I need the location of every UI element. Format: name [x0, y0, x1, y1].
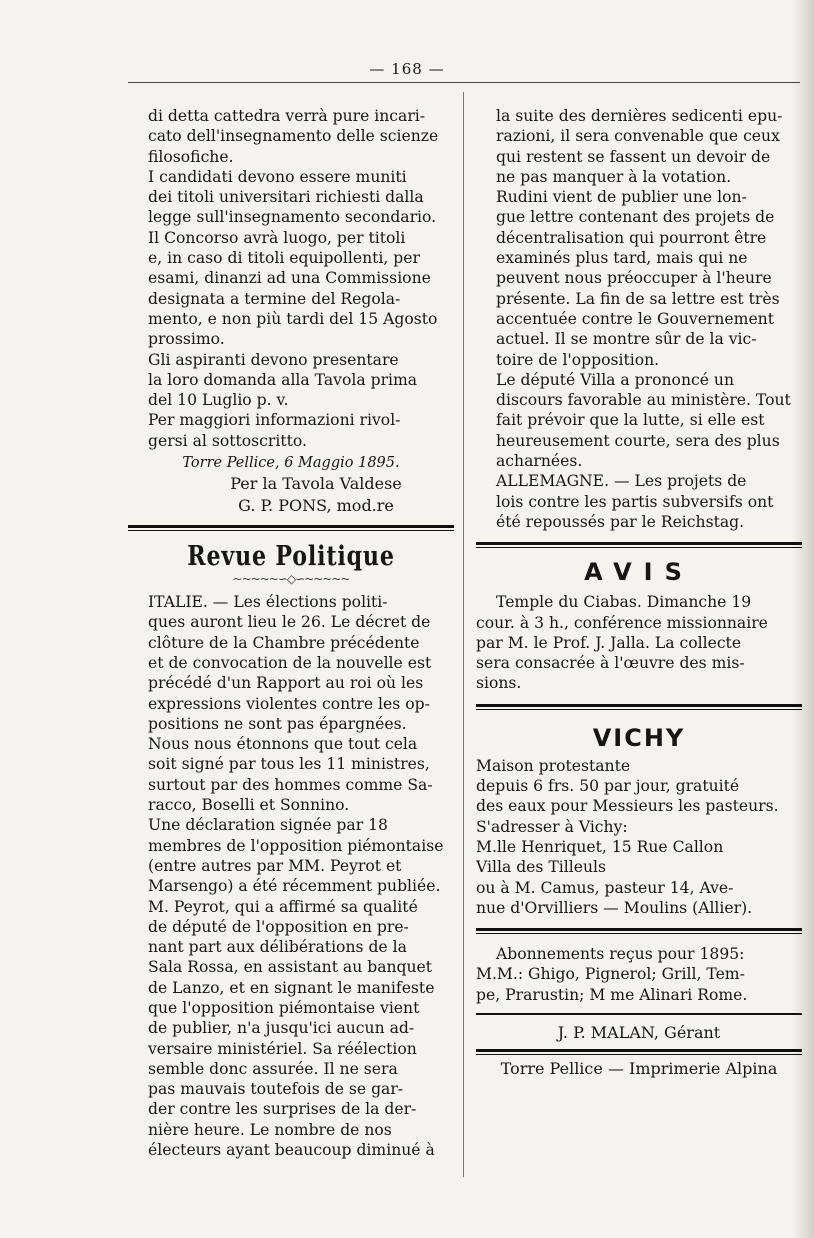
text-line: Per maggiori informazioni rivol-	[148, 411, 401, 430]
text-line: expressions violentes contre les op-	[148, 694, 430, 713]
text-line: actuel. Il se montre sûr de la vic-	[496, 330, 757, 349]
text-line: I candidati devono essere muniti	[148, 167, 407, 186]
text-line: gue lettre contenant des projets de	[496, 208, 775, 227]
text-line: Gli aspiranti devono presentare	[148, 350, 399, 369]
text-line: ques auront lieu le 26. Le décret de	[148, 613, 431, 632]
text-line: designata a termine del Regola-	[148, 289, 401, 308]
text-line: ITALIE. — Les élections politi-	[148, 593, 388, 612]
text-line: membres de l'opposition piémontaise	[148, 836, 444, 855]
text-line: décentralisation qui pourront être	[496, 228, 767, 247]
text-line: M. Peyrot, qui a affirmé sa qualité	[148, 897, 418, 916]
vichy-line: M.lle Henriquet, 15 Rue Callon	[476, 837, 724, 856]
text-line: de député de l'opposition en pre-	[148, 917, 409, 936]
revue-paragraph	[476, 370, 802, 471]
text-line: été repoussés par le Reichstag.	[496, 512, 745, 531]
notice-paragraph	[128, 410, 454, 451]
text-line: soit signé par tous les 11 ministres,	[148, 755, 430, 774]
text-line: der contre les surprises de la der-	[148, 1100, 417, 1119]
text-line: de publier, n'a jusqu'ici aucun ad-	[148, 1019, 415, 1038]
avis-line: sera consacrée à l'œuvre des mis-	[476, 654, 745, 673]
avis-line: Temple du Ciabas. Dimanche 19	[496, 593, 752, 612]
text-line: accentuée contre le Gouvernement	[496, 309, 774, 328]
text-line: mento, e non più tardi del 15 Agosto	[148, 309, 438, 328]
concorso-notice	[128, 106, 454, 451]
notice-paragraph	[128, 350, 454, 411]
text-line: prossimo.	[148, 330, 225, 349]
text-line: et de convocation de la nouvelle est	[148, 653, 432, 672]
ornament-divider: ~~~~~∽◇∽~~~~~	[232, 572, 350, 587]
vichy-rule	[476, 704, 802, 710]
text-line: peuvent nous préoccuper à l'heure	[496, 269, 772, 288]
text-line: Une déclaration signée par 18	[148, 816, 388, 835]
text-line: ne pas manquer à la votation.	[496, 167, 732, 186]
avis-body	[476, 592, 802, 693]
text-line: lois contre les partis subversifs ont	[496, 492, 774, 511]
text-line: e, in caso di titoli equipollenti, per	[148, 249, 420, 268]
section-rule-thick	[128, 525, 454, 528]
text-line: surtout par des hommes comme Sa-	[148, 775, 433, 794]
notice-paragraph	[128, 167, 454, 228]
text-line: del 10 Luglio p. v.	[148, 391, 289, 410]
vichy-title: VICHY	[592, 723, 686, 752]
vichy-line: Maison protestante	[476, 756, 631, 775]
text-line: discours favorable au ministère. Tout	[496, 391, 791, 410]
avis-line: par M. le Prof. J. Jalla. La collecte	[476, 633, 742, 652]
vichy-line: ou à M. Camus, pasteur 14, Ave-	[476, 878, 734, 897]
text-line: ALLEMAGNE. — Les projets de	[496, 472, 747, 491]
text-line: précédé d'un Rapport au roi où les	[148, 674, 424, 693]
text-line: qui restent se fassent un devoir de	[496, 147, 771, 166]
abonnements-body	[476, 944, 802, 1005]
revue-politique-body	[128, 592, 454, 1160]
text-line: heureusement courte, sera des plus	[496, 431, 780, 450]
text-line: la suite des dernières sedicenti epu-	[496, 107, 783, 125]
left-column	[128, 106, 454, 1160]
text-line: la loro domanda alla Tavola prima	[148, 370, 418, 389]
abonnements-line: pe, Prarustin; M me Alinari Rome.	[476, 985, 748, 1004]
avis-rule	[476, 542, 802, 548]
avis-line: sions.	[476, 674, 522, 693]
avis-line: cour. à 3 h., conférence missionnaire	[476, 613, 768, 632]
notice-paragraph	[128, 228, 454, 350]
text-line: positions ne sont pas épargnées.	[148, 714, 407, 733]
text-line: versaire ministériel. Sa réélection	[148, 1039, 417, 1058]
abonnements-line: M.M.: Ghigo, Pignerol; Grill, Tem-	[476, 965, 745, 984]
abonnements-line: Abonnements reçus pour 1895:	[496, 945, 745, 964]
notice-paragraph	[128, 106, 454, 167]
printer-rule	[476, 1049, 802, 1055]
signature-organization: Per la Tavola Valdese	[230, 474, 402, 494]
text-line: cato dell'insegnamento delle scienze	[148, 127, 439, 146]
abonnements-rule	[476, 928, 802, 934]
page-number: — 168 —	[369, 60, 445, 78]
printer-line: Torre Pellice — Imprimerie Alpina	[500, 1059, 778, 1079]
text-line: Rudini vient de publier une lon-	[496, 188, 747, 207]
text-line: de Lanzo, et en signant le manifeste	[148, 978, 435, 997]
revue-continuation	[476, 106, 802, 532]
gerant-rule	[476, 1013, 802, 1015]
text-line: fait prévoir que la lutte, si elle est	[496, 411, 765, 430]
text-line: esami, dinanzi ad una Commissione	[148, 269, 431, 288]
text-line: (entre autres par MM. Peyrot et	[148, 856, 402, 875]
text-line: legge sull'insegnamento secondario.	[148, 208, 437, 227]
text-line: Marsengo) a été récemment publiée.	[148, 877, 441, 896]
text-line: clôture de la Chambre précédente	[148, 633, 420, 652]
text-line: pas mauvais toutefois de se gar-	[148, 1080, 404, 1099]
text-line: gersi al sottoscritto.	[148, 431, 307, 450]
revue-paragraph	[128, 815, 454, 896]
text-line: di detta cattedra verrà pure incari-	[148, 107, 426, 125]
vichy-body	[476, 756, 802, 918]
text-line: Sala Rossa, en assistant au banquet	[148, 958, 433, 977]
revue-paragraph	[476, 471, 802, 532]
revue-paragraph	[476, 187, 802, 370]
signature-date: Torre Pellice, 6 Maggio 1895.	[182, 455, 400, 472]
text-line: semble donc assurée. Il ne sera	[148, 1059, 398, 1078]
text-line: électeurs ayant beaucoup diminué à	[148, 1141, 435, 1160]
text-line: toire de l'opposition.	[496, 350, 660, 369]
gerant-line: J. P. MALAN, Gérant	[557, 1022, 721, 1042]
text-line: présente. La fin de sa lettre est très	[496, 289, 780, 308]
text-line: Nous nous étonnons que tout cela	[148, 735, 418, 754]
text-line: examinés plus tard, mais qui ne	[496, 249, 748, 268]
revue-politique-title: Revue Politique	[187, 541, 395, 573]
text-line: filosofiche.	[148, 147, 234, 166]
vichy-line: Villa des Tilleuls	[476, 858, 606, 877]
text-line: acharnées.	[496, 452, 583, 471]
text-line: dei titoli universitari richiesti dalla	[148, 188, 424, 207]
revue-paragraph	[128, 897, 454, 1161]
section-rule-thin	[128, 530, 454, 531]
header-rule	[128, 82, 800, 83]
text-line: nant part aux délibérations de la	[148, 938, 407, 957]
text-line: razioni, il sera convenable que ceux	[496, 127, 780, 146]
vichy-line: S'adresser à Vichy:	[476, 817, 628, 836]
avis-title: AVIS	[584, 558, 694, 587]
text-line: que l'opposition piémontaise vient	[148, 998, 420, 1017]
right-column	[476, 106, 802, 1080]
vichy-line: des eaux pour Messieurs les pasteurs.	[476, 797, 779, 816]
revue-paragraph	[476, 106, 802, 187]
text-line: Le député Villa a prononcé un	[496, 370, 734, 389]
vichy-line: nue d'Orvilliers — Moulins (Allier).	[476, 898, 753, 917]
vichy-line: depuis 6 frs. 50 par jour, gratuité	[476, 777, 740, 796]
text-line: racco, Boselli et Sonnino.	[148, 796, 350, 815]
signature-name: G. P. PONS, mod.re	[238, 496, 394, 516]
text-line: Il Concorso avrà luogo, per titoli	[148, 228, 406, 247]
column-divider	[463, 92, 464, 1177]
text-line: nière heure. Le nombre de nos	[148, 1120, 392, 1139]
revue-paragraph	[128, 592, 454, 815]
